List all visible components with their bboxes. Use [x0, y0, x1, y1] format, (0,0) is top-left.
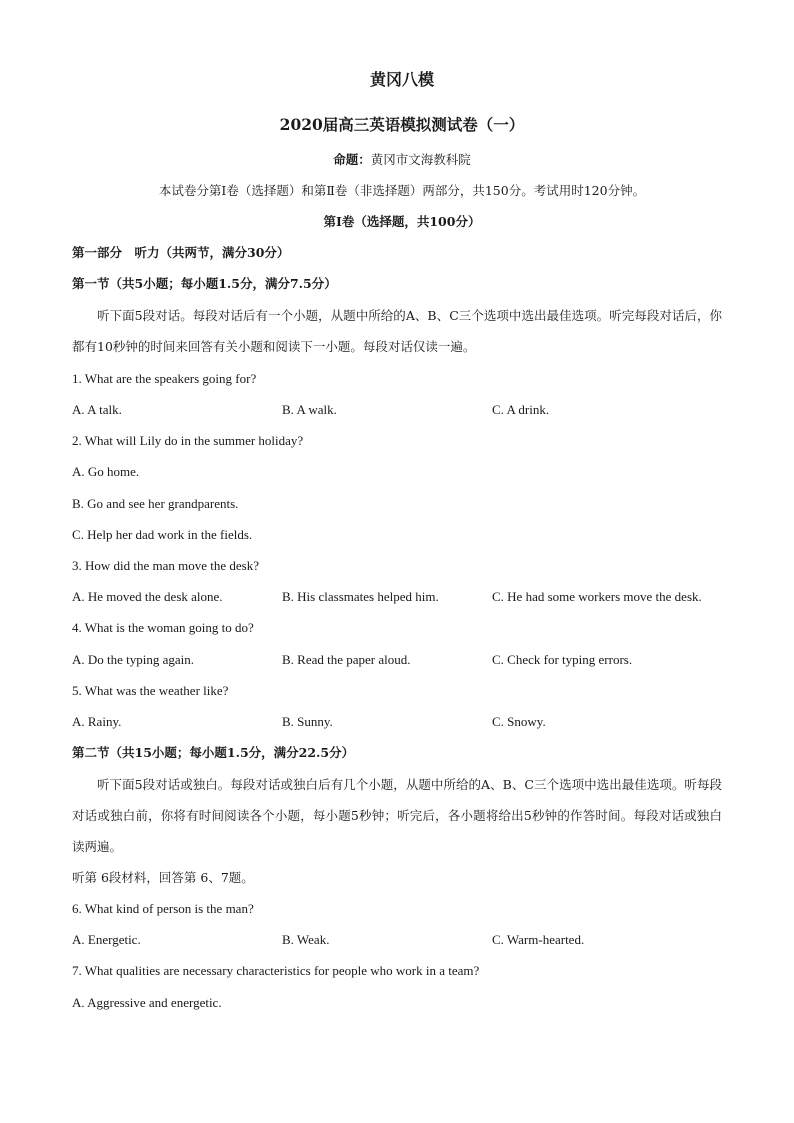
option-b: B. Sunny. [282, 714, 333, 729]
exam-title: 2020届高三英语模拟测试卷（一） [279, 115, 525, 134]
option-c: C. Check for typing errors. [492, 652, 633, 667]
author-label: 命题： [333, 152, 371, 167]
question-stem: 6. What kind of person is the man? [72, 901, 254, 916]
question-stem: 2. What will Lily do in the summer holiday? [72, 433, 304, 448]
option-c: C. Warm-hearted. [492, 932, 585, 947]
part1-heading: 第一部分 听力（共两节，满分30分） [72, 245, 290, 260]
exam-note: 本试卷分第Ⅰ卷（选择题）和第Ⅱ卷（非选择题）两部分，共150分。考试用时120分钟。 [158, 183, 646, 198]
option-a: A. Do the typing again. [72, 652, 195, 667]
option-b: B. Weak. [282, 932, 330, 947]
section1-heading: 第一节（共5小题；每小题1.5分，满分7.5分） [72, 276, 337, 291]
option-b: B. A walk. [282, 402, 337, 417]
question-stem: 3. How did the man move the desk? [72, 558, 260, 573]
option-b: B. His classmates helped him. [282, 589, 439, 604]
option-c: C. A drink. [492, 402, 550, 417]
section1-instructions: 听下面5段对话。每段对话后有一个小题，从题中所给的A、B、C三个选项中选出最佳选项。听完每段对话后，你都有10秒钟的时间来回答有关小题和阅读下一小题。每段对话仅读一遍。 [72, 308, 722, 354]
option-b: B. Go and see her grandparents. [72, 496, 239, 511]
option-c: C. Snowy. [492, 714, 546, 729]
question-stem: 5. What was the weather like? [72, 683, 229, 698]
material-note: 听第 6段材料，回答第 6、7题。 [72, 870, 254, 885]
option-b: B. Read the paper aloud. [282, 652, 411, 667]
option-a: A. A talk. [72, 402, 122, 417]
question-stem: 7. What qualities are necessary characteristics for people who work in a team? [72, 963, 480, 978]
author-line [72, 152, 732, 168]
option-a: A. Energetic. [72, 932, 141, 947]
option-a: A. He moved the desk alone. [72, 589, 223, 604]
option-a: A. Rainy. [72, 714, 122, 729]
question-stem: 1. What are the speakers going for? [72, 371, 257, 386]
option-c: C. Help her dad work in the fields. [72, 527, 253, 542]
exam-series-title: 黄冈八模 [369, 70, 434, 89]
author-name: 黄冈市文海教科院 [370, 152, 471, 167]
volume-heading: 第Ⅰ卷（选择题，共100分） [323, 214, 481, 229]
section2-heading: 第二节（共15小题；每小题1.5分，满分22.5分） [72, 745, 355, 760]
option-a: A. Aggressive and energetic. [72, 995, 222, 1010]
option-a: A. Go home. [72, 464, 140, 479]
section2-instructions: 听下面5段对话或独白。每段对话或独白后有几个小题，从题中所给的A、B、C三个选项中选出最佳选项。听每段对话或独白前，你将有时间阅读各个小题，每小题5秒钟；听完后，各小题将给出5秒钟的作答时间。每段对话或独白读两遍。 [72, 777, 722, 854]
question-stem: 4. What is the woman going to do? [72, 620, 254, 635]
option-c: C. He had some workers move the desk. [492, 589, 702, 604]
